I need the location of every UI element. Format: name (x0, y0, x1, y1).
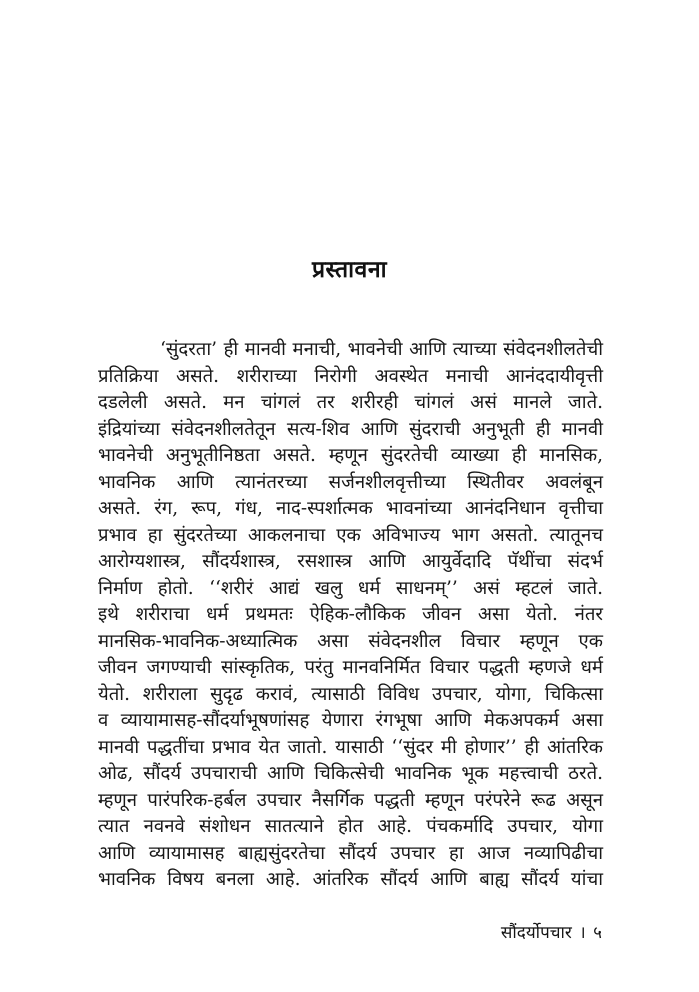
text-line: आणि व्यायामासह बाह्यसुंदरतेचा सौंदर्य उपचार हा आज नव्यापिढीचा (98, 842, 603, 864)
text-line: भावनिक विषय बनला आहे. आंतरिक सौंदर्य आणि बाह्य सौंदर्य यांचा (98, 869, 603, 890)
text-line: येतो. शरीराला सुदृढ करावं, त्यासाठी विविध उपचार, योगा, चिकित्सा (98, 683, 603, 705)
text-line: त्यात नवनवे संशोधन सातत्याने होत आहे. पंचकर्मादि उपचार, योगा (98, 816, 603, 837)
text-line: आरोग्यशास्त्र, सौंदर्यशास्त्र, रसशास्त्र आणि आयुर्वेदादि पॅथींचा संदर्भ (98, 551, 603, 572)
text-line: प्रतिक्रिया असते. शरीराच्या निरोगी अवस्थेत मनाची आनंददायीवृत्ती (98, 365, 603, 387)
text-line: जीवन जगण्याची सांस्कृतिक, परंतु मानवनिर्मित विचार पद्धती म्हणजे धर्म (98, 657, 603, 678)
footer-book-title: सौंदर्योपचार (500, 923, 572, 943)
text-line: असते. रंग, रूप, गंध, नाद-स्पर्शात्मक भावनांच्या आनंदनिधान वृत्तीचा (98, 498, 603, 519)
text-line: मानसिक-भावनिक-अध्यात्मिक असा संवेदनशील विचार म्हणून एक (98, 630, 603, 652)
text-line: भावनेची अनुभूतीनिष्ठता असते. म्हणून सुंदरतेची व्याख्या ही मानसिक, (98, 445, 603, 466)
text-line: व व्यायामासह-सौंदर्याभूषणांसह येणारा रंगभूषा आणि मेकअपकर्म असा (98, 710, 603, 731)
text-line: मानवी पद्धतींचा प्रभाव येत जातो. यासाठी ‘‘सुंदर मी होणार’’ ही आंतरिक (98, 736, 603, 758)
text-line: इंद्रियांच्या संवेदनशीलतेतून सत्य-शिव आणि सुंदराची अनुभूती ही मानवी (98, 418, 603, 440)
footer-separator: । (579, 923, 586, 943)
text-line: भावनिक आणि त्यानंतरच्या सर्जनशीलवृत्तीच्या स्थितीवर अवलंबून (98, 471, 603, 493)
text-line: ओढ, सौंदर्य उपचाराची आणि चिकित्सेची भावनिक भूक महत्त्वाची ठरते. (98, 763, 603, 784)
body-text (98, 337, 603, 894)
text-line: निर्माण होतो. ‘‘शरीरं आद्यं खलु धर्म साधनम्’’ असं म्हटलं जाते. (98, 577, 603, 599)
text-line: प्रभाव हा सुंदरतेच्या आकलनाचा एक अविभाज्य भाग असतो. त्यातूनच (98, 524, 603, 546)
text-line: ‘सुंदरता’ ही मानवी मनाची, भावनेची आणि त्याच्या संवेदनशीलतेची (160, 339, 603, 360)
text-line: म्हणून पारंपरिक-हर्बल उपचार नैसर्गिक पद्धती म्हणून परंपरेने रूढ असून (98, 789, 603, 811)
footer (98, 920, 603, 943)
text-line: इथे शरीराचा धर्म प्रथमतः ऐहिक-लौकिक जीवन असा येतो. नंतर (98, 604, 603, 625)
footer-page-number: ५ (593, 923, 602, 943)
text-line: दडलेली असते. मन चांगलं तर शरीरही चांगलं असं मानले जाते. (98, 392, 603, 413)
page-title: प्रस्तावना (311, 256, 388, 283)
